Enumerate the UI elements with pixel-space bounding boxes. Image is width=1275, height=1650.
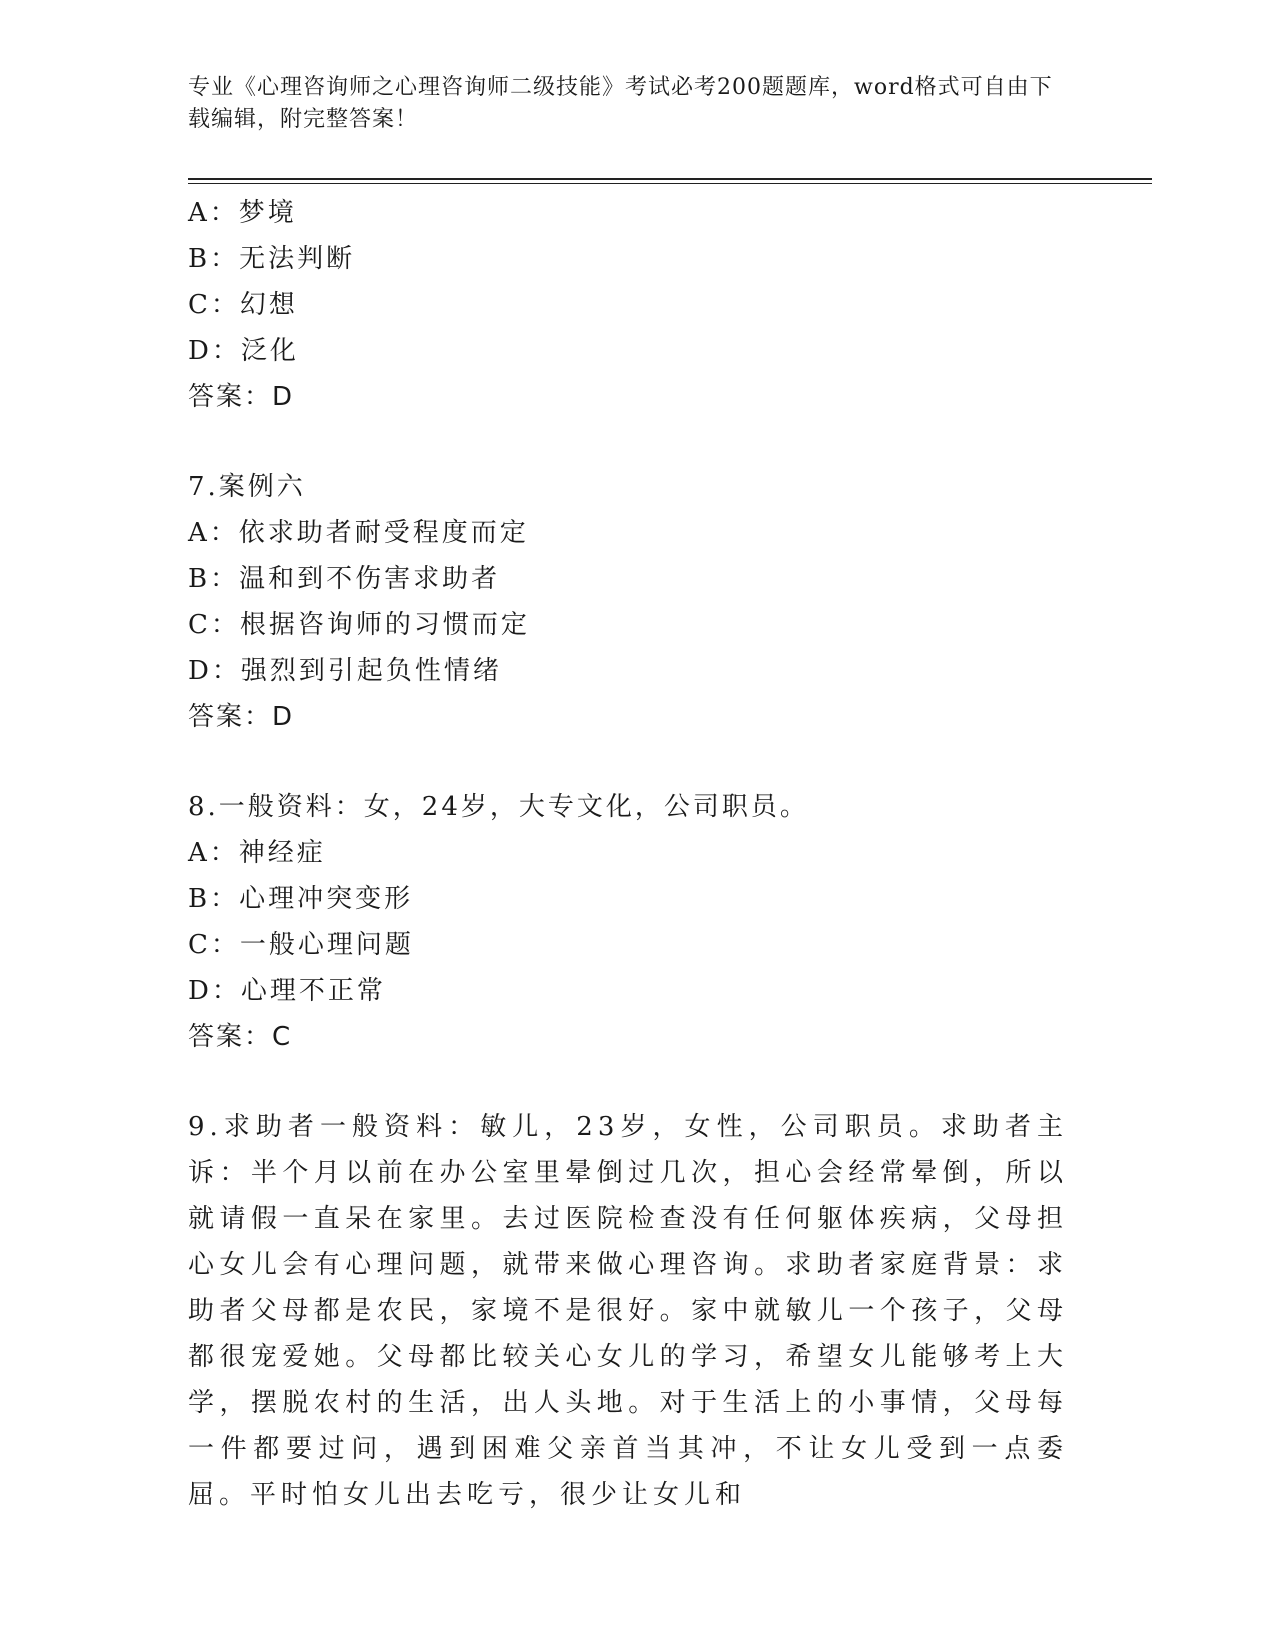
question-stem: 9.求助者一般资料：敏儿，23岁，女性，公司职员。求助者主诉：半个月以前在办公室里晕倒过几次，担心会经常晕倒，所以就请假一直呆在家里。去过医院检查没有任何躯体疾病，父母担心女儿会有心理问题，就带来做心理咨询。求助者家庭背景：求助者父母都是农民，家境不是很好。家中就敏儿一个孩子，父母都很宠爱她。父母都比较关心女儿的学习，希望女儿能够考上大学，摆脱农村的生活，出人头地。对于生活上的小事情，父母每一件都要过问，遇到困难父亲首当其冲，不让女儿受到一点委屈。平时怕女儿出去吃亏，很少让女儿和	[188, 1112, 1068, 1510]
option-a: A：依求助者耐受程度而定	[188, 518, 529, 548]
spacer	[188, 1060, 1068, 1104]
question-6-block	[188, 190, 1068, 420]
answer-line: 答案：D	[188, 382, 295, 412]
question-content	[188, 190, 1068, 1518]
header-divider-thin	[188, 183, 1152, 184]
question-stem: 8.一般资料：女，24岁，大专文化，公司职员。	[188, 792, 809, 822]
option-b: B：心理冲突变形	[188, 884, 414, 914]
answer-line: 答案：D	[188, 702, 295, 732]
question-stem: 7.案例六	[188, 472, 306, 502]
option-c: C：根据咨询师的习惯而定	[188, 610, 530, 640]
option-c: C：一般心理问题	[188, 930, 414, 960]
question-8-block	[188, 784, 1068, 1060]
option-a: A：神经症	[188, 838, 326, 868]
document-header: 专业《心理咨询师之心理咨询师二级技能》考试必考200题题库，word格式可自由下载编辑，附完整答案！	[188, 75, 1053, 132]
option-c: C：幻想	[188, 290, 298, 320]
option-b: B：无法判断	[188, 244, 356, 274]
question-9-block	[188, 1104, 1068, 1518]
option-a: A：梦境	[188, 198, 297, 228]
option-d: D：心理不正常	[188, 976, 386, 1006]
question-7-block	[188, 464, 1068, 740]
header-divider-thick	[188, 178, 1152, 180]
answer-line: 答案：C	[188, 1022, 293, 1052]
option-d: D：泛化	[188, 336, 299, 366]
option-d: D：强烈到引起负性情绪	[188, 656, 502, 686]
spacer	[188, 420, 1068, 464]
spacer	[188, 740, 1068, 784]
option-b: B：温和到不伤害求助者	[188, 564, 501, 594]
